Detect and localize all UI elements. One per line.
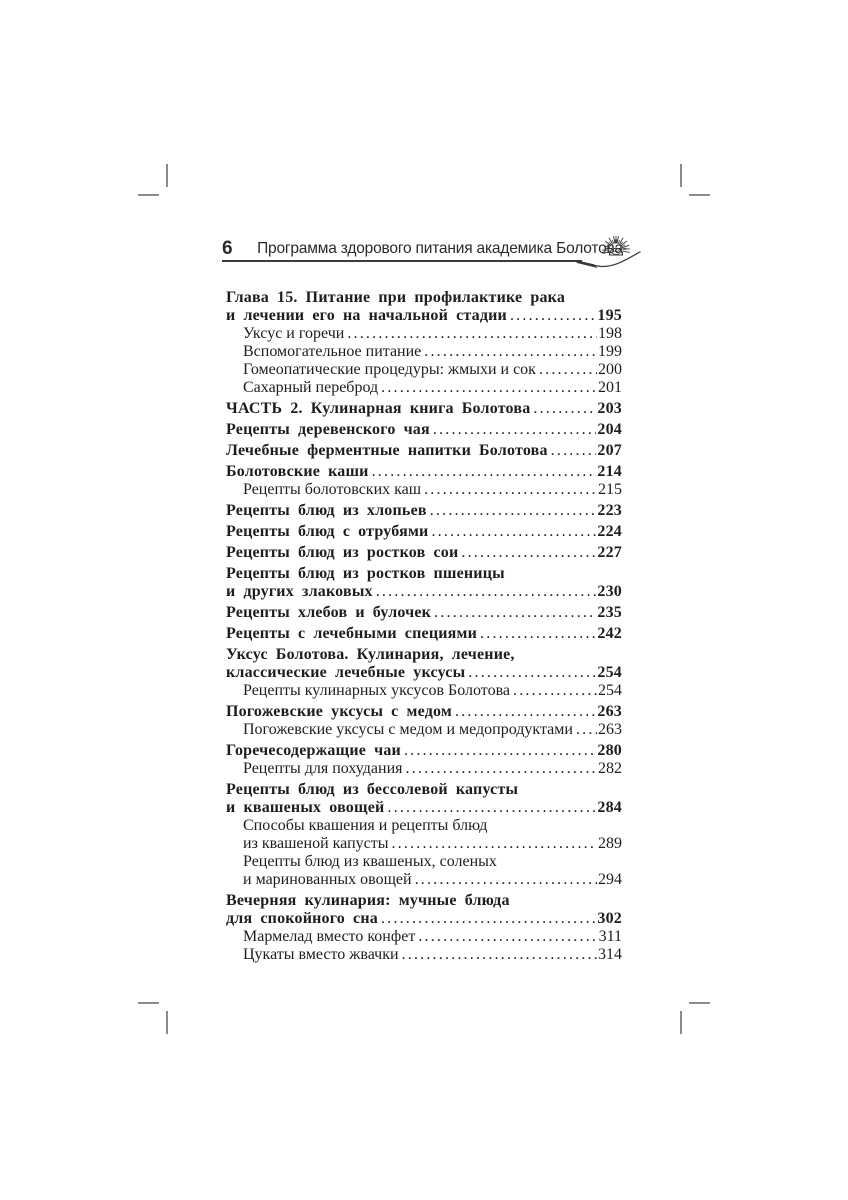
toc-entry-title: Сахарный переброд [243,379,379,396]
page-number: 6 [222,238,233,259]
toc-entry-title: Рецепты блюд из хлопьев [226,502,427,519]
toc-entry-title: Способы квашения и рецепты блюд [243,817,488,834]
toc-entry-line [226,565,622,583]
toc-entry-title: Гомеопатические процедуры: жмыхи и сок [243,361,536,378]
sunflower-ornament-icon [576,230,648,274]
toc-entry-title: ЧАСТЬ 2. Кулинарная книга Болотова [226,400,531,417]
toc-entry-title: Уксус Болотова. Кулинария, лечение, [226,646,515,663]
toc-entry-title: Болотовские каши [226,463,369,480]
toc-entry-line [226,307,622,325]
toc-entry-page-number: 215 [598,481,622,498]
toc-entry-line [226,481,622,499]
toc-entry-line [226,871,622,889]
toc-entry-line [226,682,622,700]
toc-entry [226,625,622,643]
dot-leader [391,835,597,853]
running-title: Программа здорового питания академика Болотова [257,240,623,257]
toc-entry-page-number: 284 [597,799,622,816]
toc-entry-line [226,892,622,910]
toc-entry-title: Рецепты блюд из квашеных, соленых [243,853,497,870]
header-rule [222,260,582,262]
toc-entry-page-number: 254 [598,682,622,699]
toc-entry-title: Рецепты деревенского чая [226,421,430,438]
toc-entry-page-number: 207 [597,442,622,459]
toc-entry [226,442,622,460]
toc-entry-page-number: 242 [597,625,622,642]
toc-entry [226,463,622,481]
toc-entry-line [226,853,622,871]
toc-entry [226,565,622,601]
dot-leader [455,703,596,721]
dot-leader [433,421,597,439]
crop-mark-top-left-vertical [166,164,168,187]
toc-entry-line [226,703,622,721]
toc-entry-line [226,361,622,379]
toc-entry-title: Глава 15. Питание при профилактике рака [226,289,566,306]
toc-entry [226,325,622,343]
toc-entry [226,760,622,778]
toc-entry-line [226,583,622,601]
dot-leader [510,307,596,325]
toc-entry-line [226,760,622,778]
toc-entry-title: Погожевские уксусы с медом [226,703,452,720]
toc-entry-line [226,799,622,817]
toc-entry-title: и квашеных овощей [226,799,385,816]
dot-leader [513,682,597,700]
toc-entry-line [226,421,622,439]
toc-entry-title: Рецепты кулинарных уксусов Болотова [243,682,511,699]
toc-entry-page-number: 195 [597,307,622,324]
toc-entry-page-number: 294 [598,871,622,888]
toc-entry-page-number: 230 [597,583,622,600]
toc-entry-title: Рецепты блюд из бессолевой капусты [226,781,519,798]
toc-entry-page-number: 200 [598,361,622,378]
toc-entry [226,892,622,928]
toc-entry-page-number: 314 [598,946,622,963]
toc-entry-line [226,463,622,481]
dot-leader [468,664,596,682]
dot-leader [376,583,597,601]
toc-entry-line [226,928,622,946]
toc-entry-page-number: 254 [597,664,622,681]
toc-entry-page-number: 198 [598,325,622,342]
toc-entry-title: Рецепты болотовских каш [243,481,422,498]
toc-entry-line [226,544,622,562]
toc-entry-title: и других злаковых [226,583,373,600]
toc-entry-line [226,325,622,343]
toc-entry-page-number: 235 [597,604,622,621]
toc-entry-page-number: 289 [598,835,622,852]
toc-entry-title: Цукаты вместо жвачки [243,946,399,963]
toc-entry [226,544,622,562]
toc-entry-line [226,343,622,361]
toc-entry-title: Рецепты блюд с отрубями [226,523,429,540]
toc-entry-title: Вечерняя кулинария: мучные блюда [226,892,510,909]
toc-entry-page-number: 204 [597,421,622,438]
toc-entry-title: для спокойного сна [226,910,378,927]
toc-entry-title: Уксус и горечи [243,325,345,342]
toc-entry [226,604,622,622]
toc-entry [226,523,622,541]
toc-entry-line [226,742,622,760]
toc-entry [226,817,622,853]
toc-entry [226,289,622,325]
toc-entry-page-number: 224 [597,523,622,540]
toc-entry-page-number: 263 [597,703,622,720]
dot-leader [347,325,597,343]
dot-leader [434,604,596,622]
toc-entry-title: из квашеной капусты [243,835,389,852]
dot-leader [480,625,596,643]
crop-mark-bottom-left-vertical [166,1011,168,1034]
toc-entry-line [226,502,622,520]
toc-entry-page-number: 201 [598,379,622,396]
toc-entry-line [226,400,622,418]
toc-entry [226,502,622,520]
toc-entry-title: Горечесодержащие чаи [226,742,401,759]
toc-entry-line [226,721,622,739]
toc-entry [226,481,622,499]
toc-entry [226,400,622,418]
dot-leader [431,523,596,541]
toc-entry-title: Мармелад вместо конфет [243,928,416,945]
dot-leader [418,928,597,946]
toc-entry-page-number: 203 [597,400,622,417]
crop-mark-top-right-vertical [680,164,682,187]
dot-leader [430,502,597,520]
toc-entry-page-number: 199 [598,343,622,360]
toc-entry-line [226,289,622,307]
toc-entry [226,781,622,817]
toc-entry-line [226,523,622,541]
toc-entry-page-number: 302 [597,910,622,927]
toc-entry-title: Рецепты хлебов и булочек [226,604,432,621]
toc-entry [226,343,622,361]
toc-entry-page-number: 223 [597,502,622,519]
toc-entry [226,928,622,946]
toc-entry-title: Рецепты с лечебными специями [226,625,478,642]
toc-entry [226,742,622,760]
toc-entry-title: и маринованных овощей [243,871,412,888]
toc-entry [226,361,622,379]
dot-leader [404,742,596,760]
crop-mark-top-right-horizontal [689,194,710,196]
toc-entry-page-number: 282 [598,760,622,777]
toc-entry-line [226,817,622,835]
toc-entry-page-number: 227 [597,544,622,561]
toc-entry-line [226,379,622,397]
dot-leader [576,721,597,739]
toc-entry-title: Рецепты блюд из ростков пшеницы [226,565,505,582]
toc-entry-line [226,604,622,622]
toc-entry [226,721,622,739]
toc-entry-line [226,946,622,964]
dot-leader [424,481,597,499]
toc-entry-title: Вспомогательное питание [243,343,422,360]
toc-entry [226,703,622,721]
toc-entry-line [226,910,622,928]
toc-entry-title: Рецепты блюд из ростков сои [226,544,459,561]
crop-mark-top-left-horizontal [138,194,159,196]
toc-entry-line [226,646,622,664]
dot-leader [381,379,597,397]
dot-leader [415,871,597,889]
toc-entry-title: Рецепты для похудания [243,760,403,777]
toc-entry [226,646,622,682]
dot-leader [539,361,597,379]
toc-entry [226,421,622,439]
page-header [222,234,623,261]
dot-leader [387,799,596,817]
dot-leader [424,343,597,361]
dot-leader [533,400,596,418]
toc-entry [226,379,622,397]
toc-entry [226,946,622,964]
dot-leader [372,463,597,481]
toc-entry-page-number: 263 [598,721,622,738]
dot-leader [381,910,596,928]
toc-entry [226,682,622,700]
dot-leader [406,760,597,778]
toc-entry-title: Погожевские уксусы с медом и медопродуктами [243,721,573,738]
toc-entry-line [226,442,622,460]
toc-entry-title: классические лечебные уксусы [226,664,466,681]
crop-mark-bottom-left-horizontal [138,1002,159,1004]
toc-entry-line [226,664,622,682]
toc-entry-page-number: 311 [598,928,622,945]
toc-entry-line [226,781,622,799]
dot-leader [551,442,597,460]
table-of-contents [226,286,622,964]
toc-entry-page-number: 280 [597,742,622,759]
toc-entry-line [226,625,622,643]
crop-mark-bottom-right-vertical [680,1011,682,1034]
dot-leader [461,544,596,562]
toc-entry-title: и лечении его на начальной стадии [226,307,507,324]
toc-entry-title: Лечебные ферментные напитки Болотова [226,442,548,459]
crop-mark-bottom-right-horizontal [689,1002,710,1004]
toc-entry-line [226,835,622,853]
toc-entry [226,853,622,889]
dot-leader [402,946,597,964]
toc-entry-page-number: 214 [597,463,622,480]
